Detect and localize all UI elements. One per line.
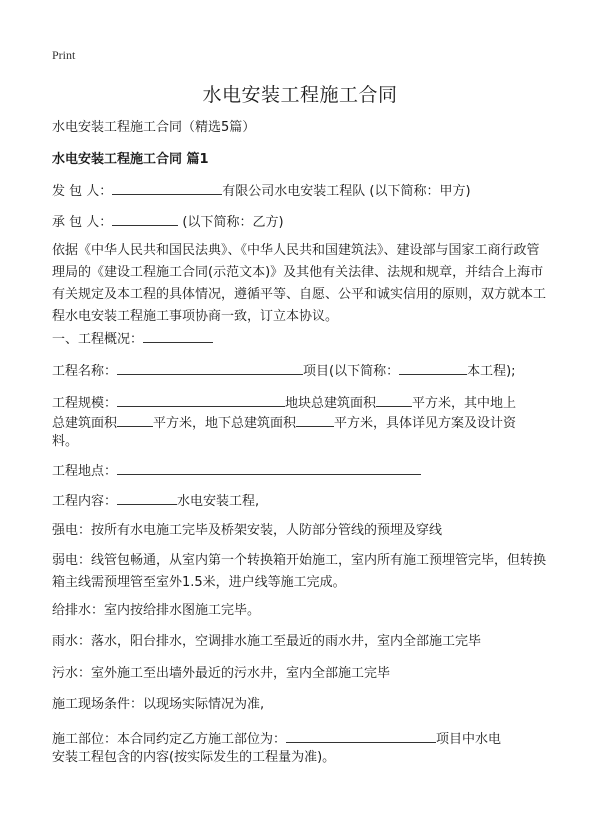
section-heading: 水电安装工程施工合同 篇1 [52, 152, 209, 167]
scale-e: 平方米，具体详见方案及设计资 [334, 416, 517, 431]
above-ground-area-blank [117, 412, 153, 427]
plot-blank [117, 392, 285, 407]
rain-water-line: 雨水：落水，阳台排水，空调排水施工至最近的雨水井，室内全部施工完毕 [52, 634, 482, 649]
part-label: 施工部位：本合同约定乙方施工部位为： [52, 732, 287, 747]
document-subtitle: 水电安装工程施工合同（精选5篇） [52, 120, 256, 135]
party-a-blank [112, 180, 222, 195]
part-blank [286, 728, 436, 743]
weak-current-paragraph: 弱电：线管包畅通，从室内第一个转换箱开始施工，室内所有施工预埋管完毕，但转换箱主线需预埋管至室外1.5米，进户线等施工完成。 [52, 553, 547, 590]
document-title: 水电安装工程施工合同 [202, 84, 398, 106]
scale-line-1 [52, 392, 552, 414]
project-short-name-blank [399, 360, 467, 375]
party-b-label: 承 包 人： [52, 215, 113, 230]
overview-line [52, 328, 552, 350]
scale-c: 总建筑面积 [52, 416, 118, 431]
sewage-line: 污水：室外施工至出墙外最近的污水井，室内全部施工完毕 [52, 666, 391, 681]
content-line [52, 490, 552, 512]
construction-part-line-1 [52, 728, 552, 750]
scale-b: 平方米，其中地上 [412, 396, 517, 411]
location-label: 工程地点： [52, 464, 118, 479]
content-suffix: 水电安装工程, [177, 494, 260, 509]
site-conditions-line: 施工现场条件：以现场实际情况为准, [52, 697, 265, 712]
party-b-suffix: (以下简称：乙方) [178, 215, 284, 230]
scale-a: 地块总建筑面积 [285, 396, 377, 411]
overview-blank [143, 328, 213, 343]
project-name-line [52, 360, 552, 382]
scale-label: 工程规模： [52, 396, 118, 411]
party-a-line [52, 180, 552, 202]
content-label: 工程内容： [52, 494, 118, 509]
underground-area-blank [296, 412, 334, 427]
scale-line-2 [52, 412, 552, 434]
location-line [52, 460, 552, 482]
project-name-label: 工程名称： [52, 364, 118, 379]
location-blank [117, 460, 421, 475]
construction-part-line-2: 安装工程包含的内容(按实际发生的工程量为准)。 [52, 750, 336, 765]
party-a-suffix: 有限公司水电安装工程队 (以下简称：甲方) [222, 184, 471, 199]
overview-label: 一、工程概况： [52, 332, 144, 347]
strong-current-line: 强电：按所有水电施工完毕及桥架安装，人防部分管线的预埋及穿线 [52, 523, 443, 538]
project-name-mid: 项目(以下简称： [303, 364, 400, 379]
water-supply-line: 给排水：室内按给排水图施工完毕。 [52, 603, 261, 618]
scale-line-3: 料。 [52, 434, 79, 449]
project-name-blank [117, 360, 303, 375]
party-b-line [52, 211, 552, 233]
project-name-end: 本工程); [467, 364, 516, 379]
party-b-blank [112, 211, 178, 226]
basis-paragraph: 依据《中华人民共和国民法典》、《中华人民共和国建筑法》、建设部与国家工商行政管理局的《建设工程施工合同(示范文本)》及其他有关法律、法规和规章，并结合上海市有关规定及本工程的具体情况，遵循平等、自愿、公平和诚实信用的原则，双方就本工程水电安装工程施工事项协商一致，订立本协议。 [52, 243, 547, 324]
content-blank [117, 490, 177, 505]
print-label: Print [52, 48, 76, 62]
party-a-label: 发 包 人： [52, 184, 113, 199]
scale-d: 平方米，地下总建筑面积 [153, 416, 297, 431]
part-suffix: 项目中水电 [436, 732, 502, 747]
total-area-blank [376, 392, 412, 407]
